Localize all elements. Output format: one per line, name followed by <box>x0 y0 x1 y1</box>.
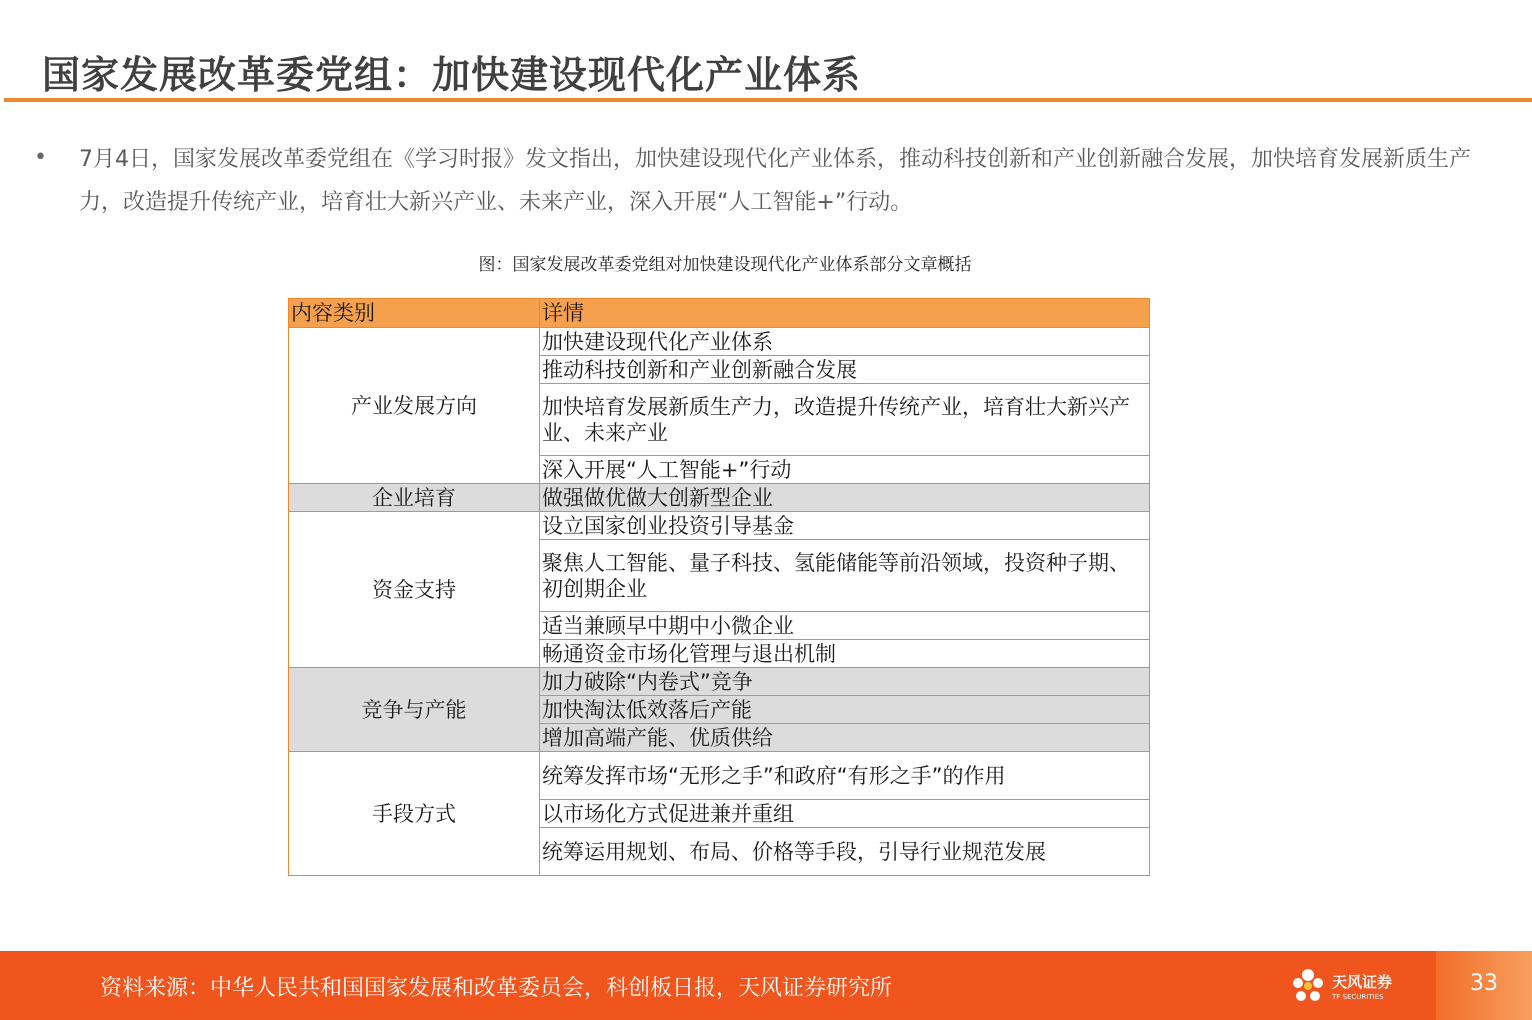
tf-securities-logo <box>1288 965 1428 1009</box>
tf-flower-logo-icon <box>1288 965 1328 1009</box>
footer-bar <box>0 951 1532 1020</box>
category-cell: 产业发展方向 <box>289 328 540 484</box>
bullet-paragraph: 7月4日，国家发展改革委党组在《学习时报》发文指出，加快建设现代化产业体系，推动科技创新和产业创新融合发展，加快培育发展新质生产力，改造提升传统产业，培育壮大新兴产业、未来产业，深入开展“人工智能+”行动。 <box>79 147 1471 215</box>
detail-cell: 设立国家创业投资引导基金 <box>540 512 1150 540</box>
detail-cell: 适当兼顾早中期中小微企业 <box>540 612 1150 640</box>
detail-cell: 加快淘汰低效落后产能 <box>540 696 1150 724</box>
detail-cell: 统筹运用规划、布局、价格等手段，引导行业规范发展 <box>540 828 1150 876</box>
table-row <box>289 512 1150 540</box>
detail-cell: 以市场化方式促进兼并重组 <box>540 800 1150 828</box>
category-cell: 手段方式 <box>289 752 540 876</box>
title-underline <box>4 98 1532 102</box>
table-row <box>289 752 1150 800</box>
logo-text-cn: 天风证券 <box>1332 973 1393 991</box>
page-title: 国家发展改革委党组：加快建设现代化产业体系 <box>42 53 862 97</box>
detail-cell: 加快培育发展新质生产力，改造提升传统产业，培育壮大新兴产业、未来产业 <box>540 384 1150 456</box>
detail-cell: 加力破除“内卷式”竞争 <box>540 668 1150 696</box>
logo-text-en: TF SECURITIES <box>1332 993 1384 1001</box>
category-cell: 竞争与产能 <box>289 668 540 752</box>
table-row <box>289 328 1150 356</box>
detail-cell: 畅通资金市场化管理与退出机制 <box>540 640 1150 668</box>
bullet-dot-icon: • <box>34 145 47 170</box>
category-cell: 企业培育 <box>289 484 540 512</box>
summary-table <box>288 298 1150 876</box>
detail-cell: 增加高端产能、优质供给 <box>540 724 1150 752</box>
detail-cell: 深入开展“人工智能+”行动 <box>540 456 1150 484</box>
category-cell: 资金支持 <box>289 512 540 668</box>
detail-cell: 统筹发挥市场“无形之手”和政府“有形之手”的作用 <box>540 752 1150 800</box>
header-category: 内容类别 <box>289 299 540 328</box>
detail-cell: 推动科技创新和产业创新融合发展 <box>540 356 1150 384</box>
detail-cell: 聚焦人工智能、量子科技、氢能储能等前沿领域，投资种子期、初创期企业 <box>540 540 1150 612</box>
figure-caption: 图：国家发展改革委党组对加快建设现代化产业体系部分文章概括 <box>478 255 972 275</box>
table-row <box>289 668 1150 696</box>
page-number: 33 <box>1470 971 1498 996</box>
detail-cell: 做强做优做大创新型企业 <box>540 484 1150 512</box>
detail-cell: 加快建设现代化产业体系 <box>540 328 1150 356</box>
table-row <box>289 484 1150 512</box>
source-note: 资料来源：中华人民共和国国家发展和改革委员会，科创板日报，天风证券研究所 <box>100 976 893 1001</box>
table-header-row <box>289 299 1150 328</box>
header-detail: 详情 <box>540 299 1150 328</box>
